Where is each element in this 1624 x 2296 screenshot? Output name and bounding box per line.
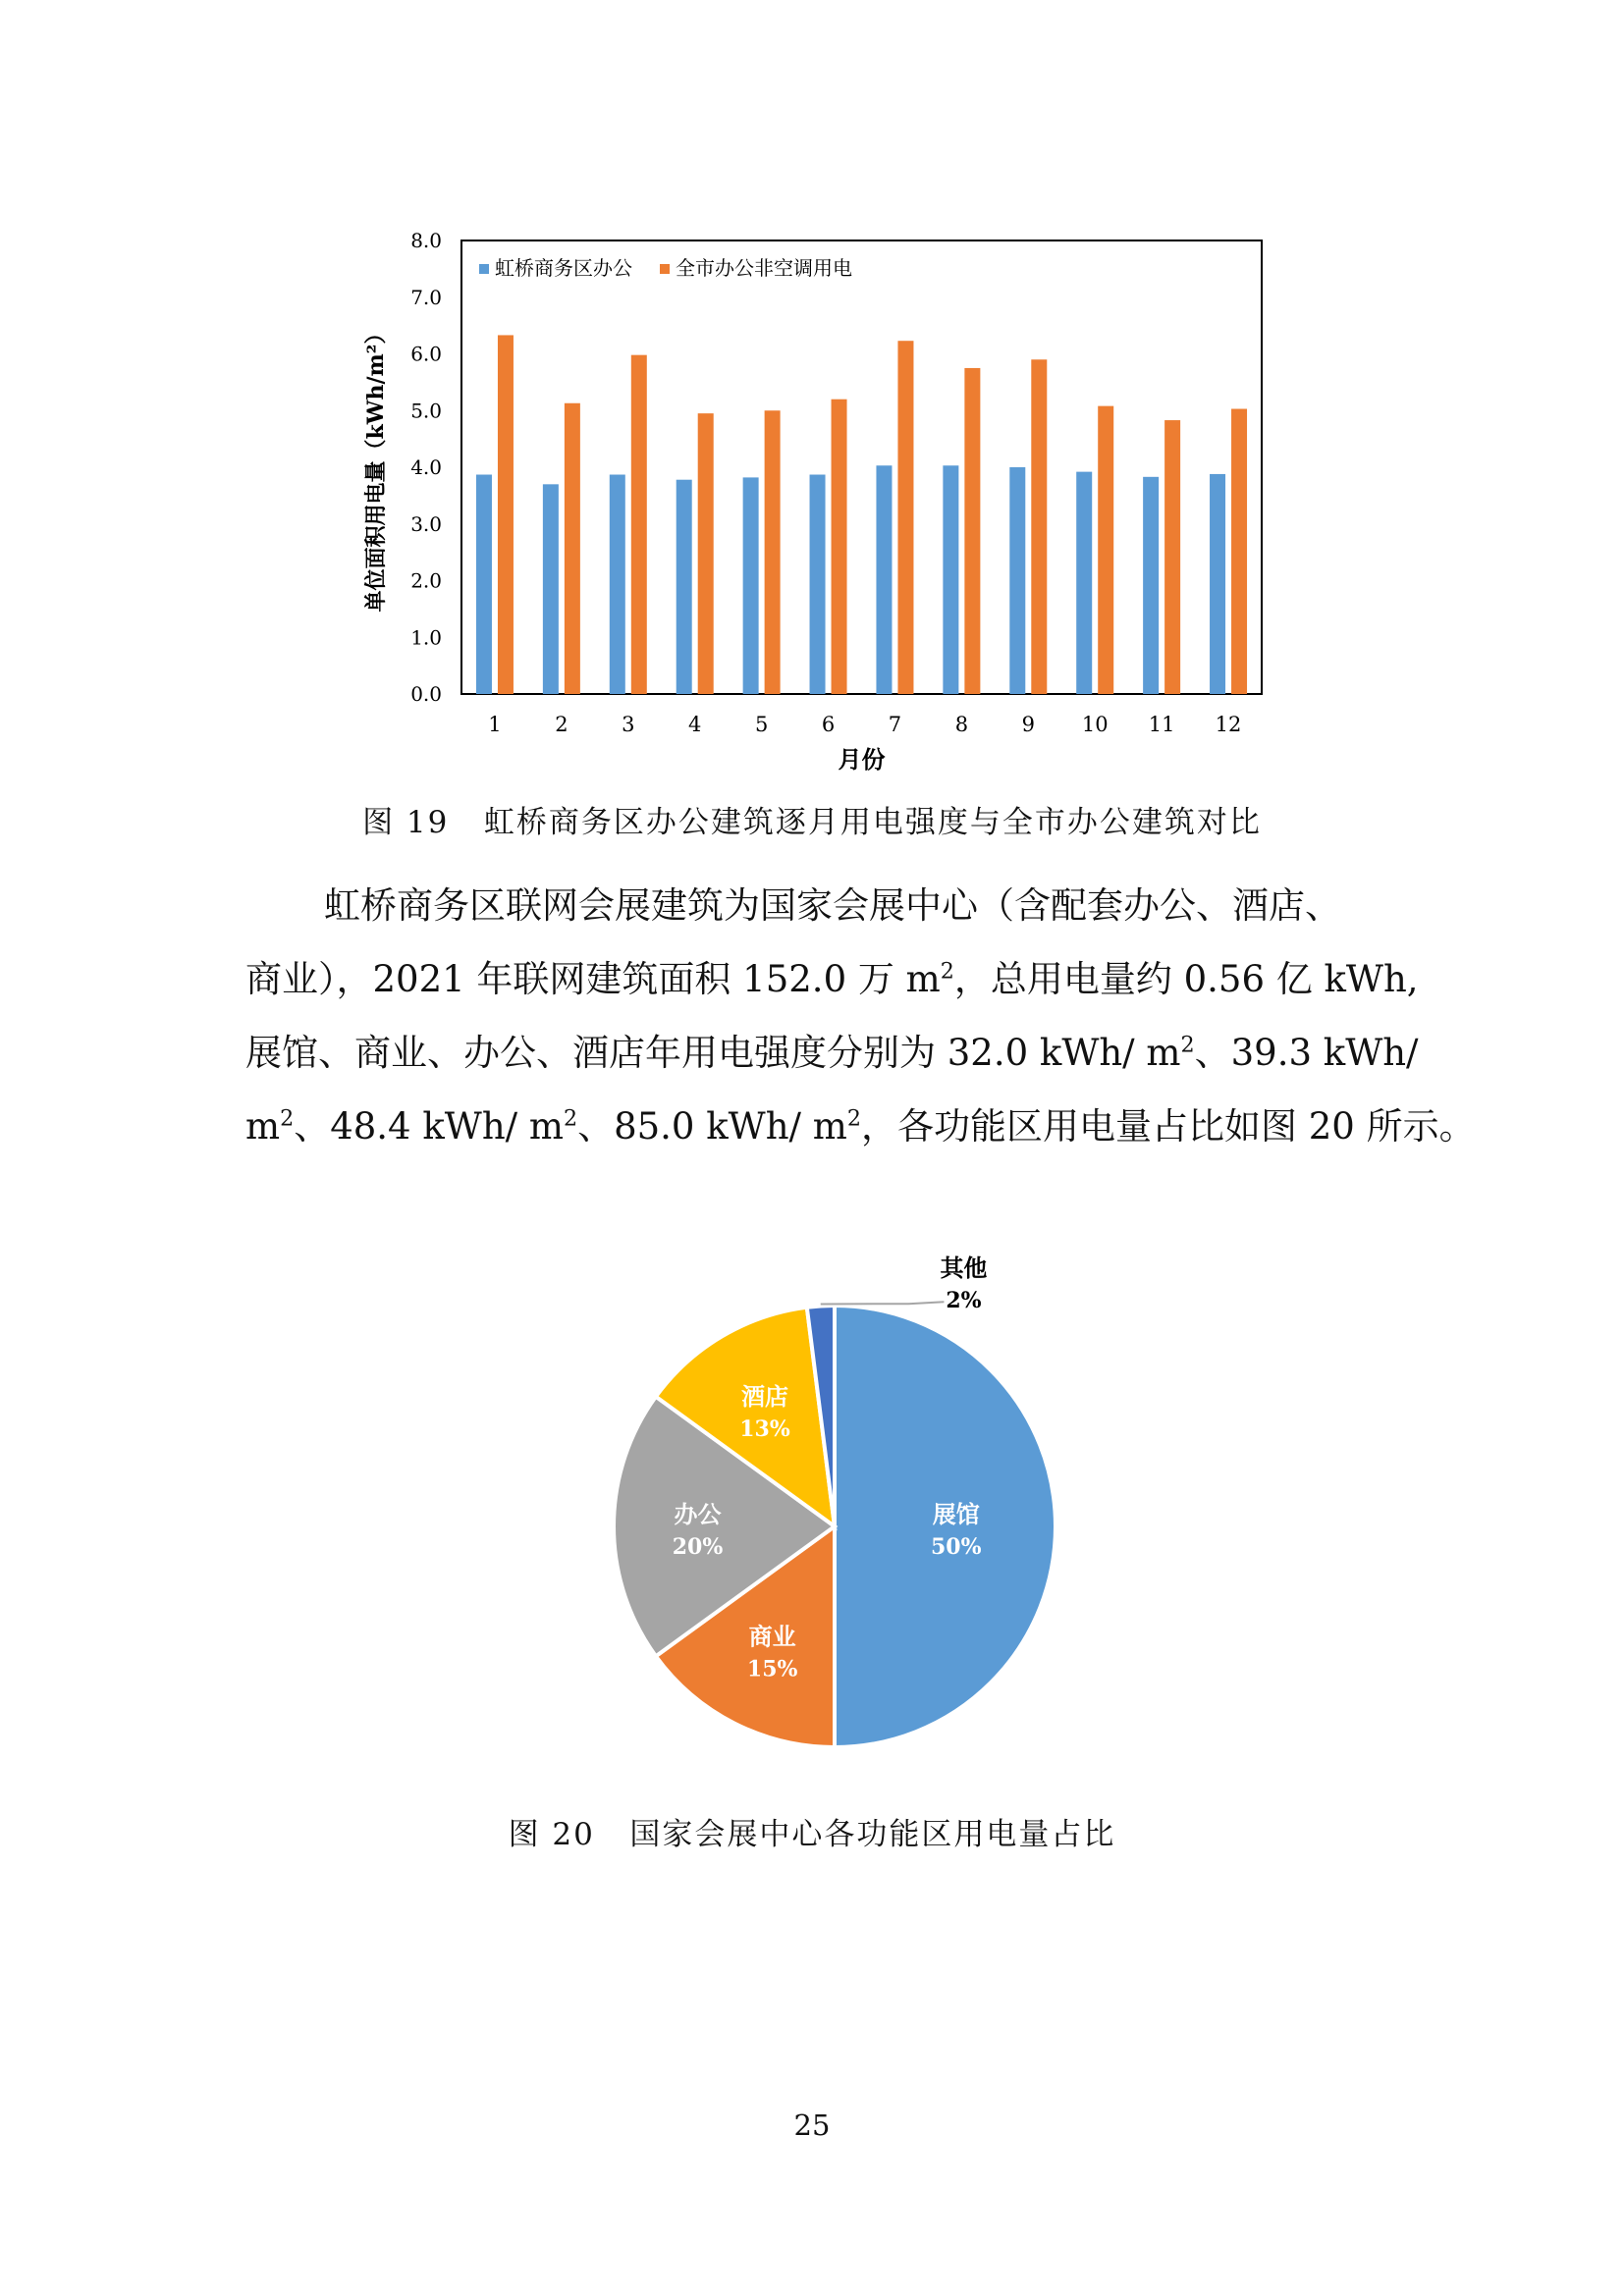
figure-19-caption: 图 19 虹桥商务区办公建筑逐月用电强度与全市办公建筑对比 bbox=[362, 805, 1262, 840]
x-axis-title: 月份 bbox=[838, 745, 886, 774]
y-tick-label: 6.0 bbox=[410, 342, 442, 366]
x-tick-label: 7 bbox=[888, 713, 902, 736]
legend-entry: 虹桥商务区办公 bbox=[495, 256, 632, 280]
paragraph-line: 虹桥商务区联网会展建筑为国家会展中心（含配套办公、酒店、 bbox=[324, 884, 1341, 927]
bar-hongqiao-office bbox=[1143, 477, 1159, 694]
slice-percent: 2% bbox=[946, 1288, 982, 1314]
x-tick-label: 10 bbox=[1081, 713, 1109, 736]
y-tick-label: 7.0 bbox=[410, 285, 442, 309]
y-tick-label: 2.0 bbox=[410, 568, 442, 593]
paragraph-line: $m^2$、48.4 kWh/ $m^2$、85.0 kWh/ $m^2$，各功能区用电量占比如图 20 所示。 bbox=[245, 1105, 1476, 1148]
slice-label: 商业 bbox=[748, 1622, 796, 1651]
figure-20-caption: 图 20 国家会展中心各功能区用电量占比 bbox=[508, 1817, 1116, 1852]
bar-hongqiao-office bbox=[943, 465, 958, 694]
plot-area bbox=[461, 240, 1262, 694]
paragraph-line: 商业），2021 年联网建筑面积 152.0 万 $m^2$，总用电量约 0.56 亿 kWh, bbox=[245, 958, 1419, 1000]
bar-hongqiao-office bbox=[1009, 467, 1025, 694]
bar-hongqiao-office bbox=[1210, 474, 1225, 694]
slice-label: 酒店 bbox=[740, 1381, 788, 1411]
paragraph-line: 展馆、商业、办公、酒店年用电强度分别为 32.0 kWh/ $m^2$、39.3 kWh/ bbox=[245, 1032, 1419, 1074]
body-paragraph bbox=[245, 869, 1476, 1163]
bar-city-office bbox=[1031, 359, 1047, 694]
monthly-electricity-bar-chart bbox=[324, 221, 1286, 790]
y-tick-label: 0.0 bbox=[410, 682, 442, 706]
y-tick-label: 3.0 bbox=[410, 511, 442, 536]
y-tick-label: 8.0 bbox=[410, 229, 442, 252]
y-tick-label: 1.0 bbox=[410, 625, 442, 650]
bar-hongqiao-office bbox=[476, 475, 492, 694]
bar-hongqiao-office bbox=[543, 484, 559, 694]
slice-percent: 50% bbox=[930, 1534, 982, 1560]
y-tick-label: 5.0 bbox=[410, 399, 442, 423]
leader-line bbox=[821, 1302, 945, 1304]
bar-city-office bbox=[897, 341, 913, 694]
x-tick-label: 3 bbox=[622, 713, 635, 736]
bar-hongqiao-office bbox=[743, 477, 759, 694]
slice-percent: 15% bbox=[746, 1656, 798, 1682]
x-tick-label: 5 bbox=[754, 713, 769, 736]
bar-city-office bbox=[1098, 406, 1113, 694]
bar-hongqiao-office bbox=[810, 475, 826, 694]
bar-city-office bbox=[698, 413, 714, 694]
bar-hongqiao-office bbox=[1076, 472, 1092, 694]
bar-hongqiao-office bbox=[677, 480, 692, 694]
y-axis-title: 单位面积用电量（kWh/m²） bbox=[363, 322, 389, 613]
page-number: 25 bbox=[793, 2109, 831, 2142]
x-tick-label: 1 bbox=[488, 713, 502, 736]
bar-hongqiao-office bbox=[610, 475, 625, 694]
x-tick-label: 9 bbox=[1021, 713, 1035, 736]
function-area-pie-chart bbox=[550, 1217, 1100, 1767]
x-tick-label: 11 bbox=[1148, 713, 1175, 736]
slice-label: 展馆 bbox=[932, 1500, 980, 1528]
bar-city-office bbox=[1164, 420, 1180, 694]
x-tick-label: 6 bbox=[821, 713, 836, 736]
x-tick-label: 2 bbox=[555, 713, 568, 736]
x-tick-label: 8 bbox=[954, 713, 969, 736]
bar-hongqiao-office bbox=[876, 465, 892, 694]
bar-city-office bbox=[565, 403, 580, 694]
x-tick-label: 4 bbox=[688, 713, 702, 736]
bar-city-office bbox=[964, 368, 980, 694]
slice-percent: 20% bbox=[672, 1534, 724, 1560]
bar-city-office bbox=[498, 335, 514, 694]
y-tick-label: 4.0 bbox=[410, 455, 442, 479]
bar-city-office bbox=[1231, 409, 1247, 694]
bar-city-office bbox=[765, 410, 781, 694]
bar-city-office bbox=[631, 355, 647, 694]
x-tick-label: 12 bbox=[1215, 713, 1242, 736]
slice-label: 办公 bbox=[674, 1500, 722, 1528]
legend-swatch bbox=[479, 264, 489, 274]
slice-label: 其他 bbox=[940, 1254, 988, 1283]
slice-percent: 13% bbox=[739, 1415, 790, 1442]
legend-entry: 全市办公非空调用电 bbox=[676, 256, 852, 280]
legend-swatch bbox=[660, 264, 670, 274]
bar-city-office bbox=[832, 400, 847, 694]
